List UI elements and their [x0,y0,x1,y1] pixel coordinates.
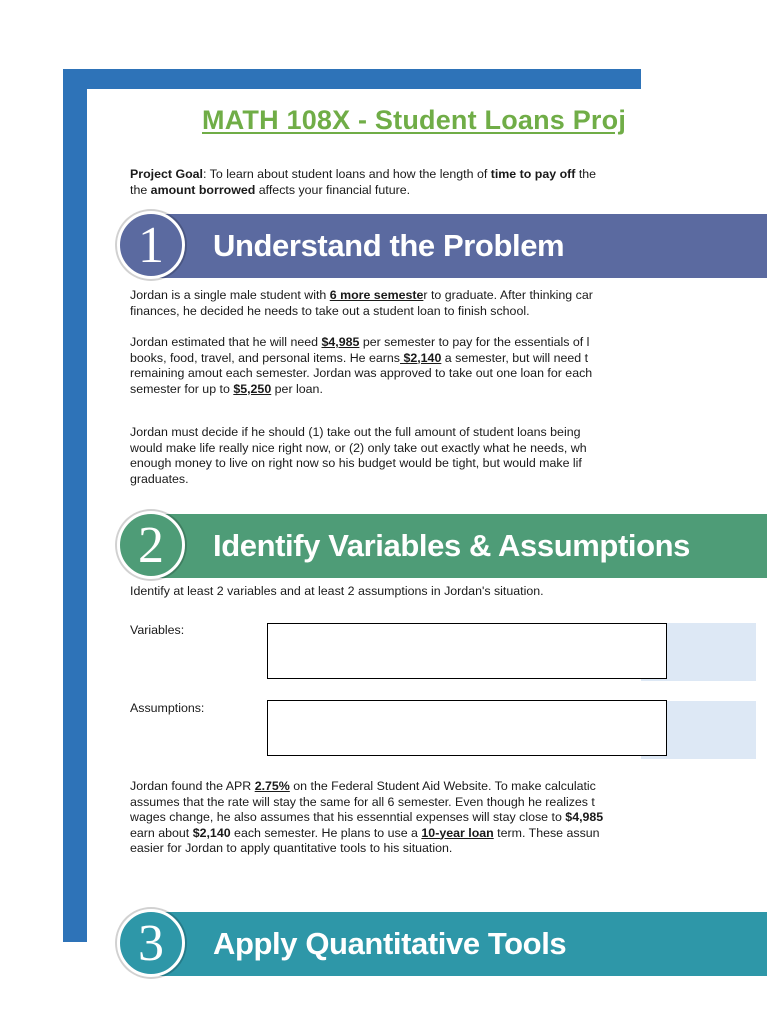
variables-input-box[interactable] [267,623,667,679]
section-2-paragraph: Jordan found the APR 2.75% on the Federal Student Aid Website. To make calculatic assumes that the rate will stay the same for all 6 semester. Even though he realizes t wages change, he also assumes that his essenntial expenses will stay close to $4,985 earn about $2,140 each semester. He plans to use a 10-year loan term. These assun easier for Jordan to apply quantitative tools to his situation. [130,779,604,855]
document-frame [63,69,691,972]
section-1-paragraph-2: Jordan estimated that he will need $4,985 per semester to pay for the essentials of l books, food, travel, and personal items. He earns $2,140 a semester, but will need t remaining amout each semester. Jordan was approved to take out one loan for each semester for up to $5,250 per loan. [130,335,593,396]
variables-label: Variables: [130,623,185,637]
project-goal: Project Goal: To learn about student loans and how the length of time to pay off the the amount borrowed affects your financial future. [130,167,597,197]
section-1-banner [117,211,767,275]
page-title: MATH 108X - Student Loans Proj [202,105,627,135]
project-goal-label: Project Goal [130,167,203,181]
section-2-instruction: Identify at least 2 variables and at least 2 assumptions in Jordan's situation. [130,584,544,598]
assumptions-input-box[interactable] [267,700,667,756]
section-1-paragraph-3: Jordan must decide if he should (1) take out the full amount of student loans being would make life really nice right now, or (2) only take out exactly what he needs, wh enough money to live on right now so his budget would be tight, but would make lif graduates. [130,425,587,486]
section-2-number: 2 [117,511,185,579]
section-3-banner [117,909,767,973]
section-1-title: Understand the Problem [213,228,565,263]
section-1-paragraph-1: Jordan is a single male student with 6 more semester to graduate. After thinking car finances, he decided he needs to take out a student loan to finish school. [130,288,593,318]
section-1-number: 1 [117,211,185,279]
section-3-title: Apply Quantitative Tools [213,926,567,961]
document-page [87,89,691,972]
assumptions-label: Assumptions: [130,701,205,715]
section-2-banner [117,511,767,575]
section-3-number: 3 [117,909,185,977]
section-2-title: Identify Variables & Assumptions [213,528,691,563]
